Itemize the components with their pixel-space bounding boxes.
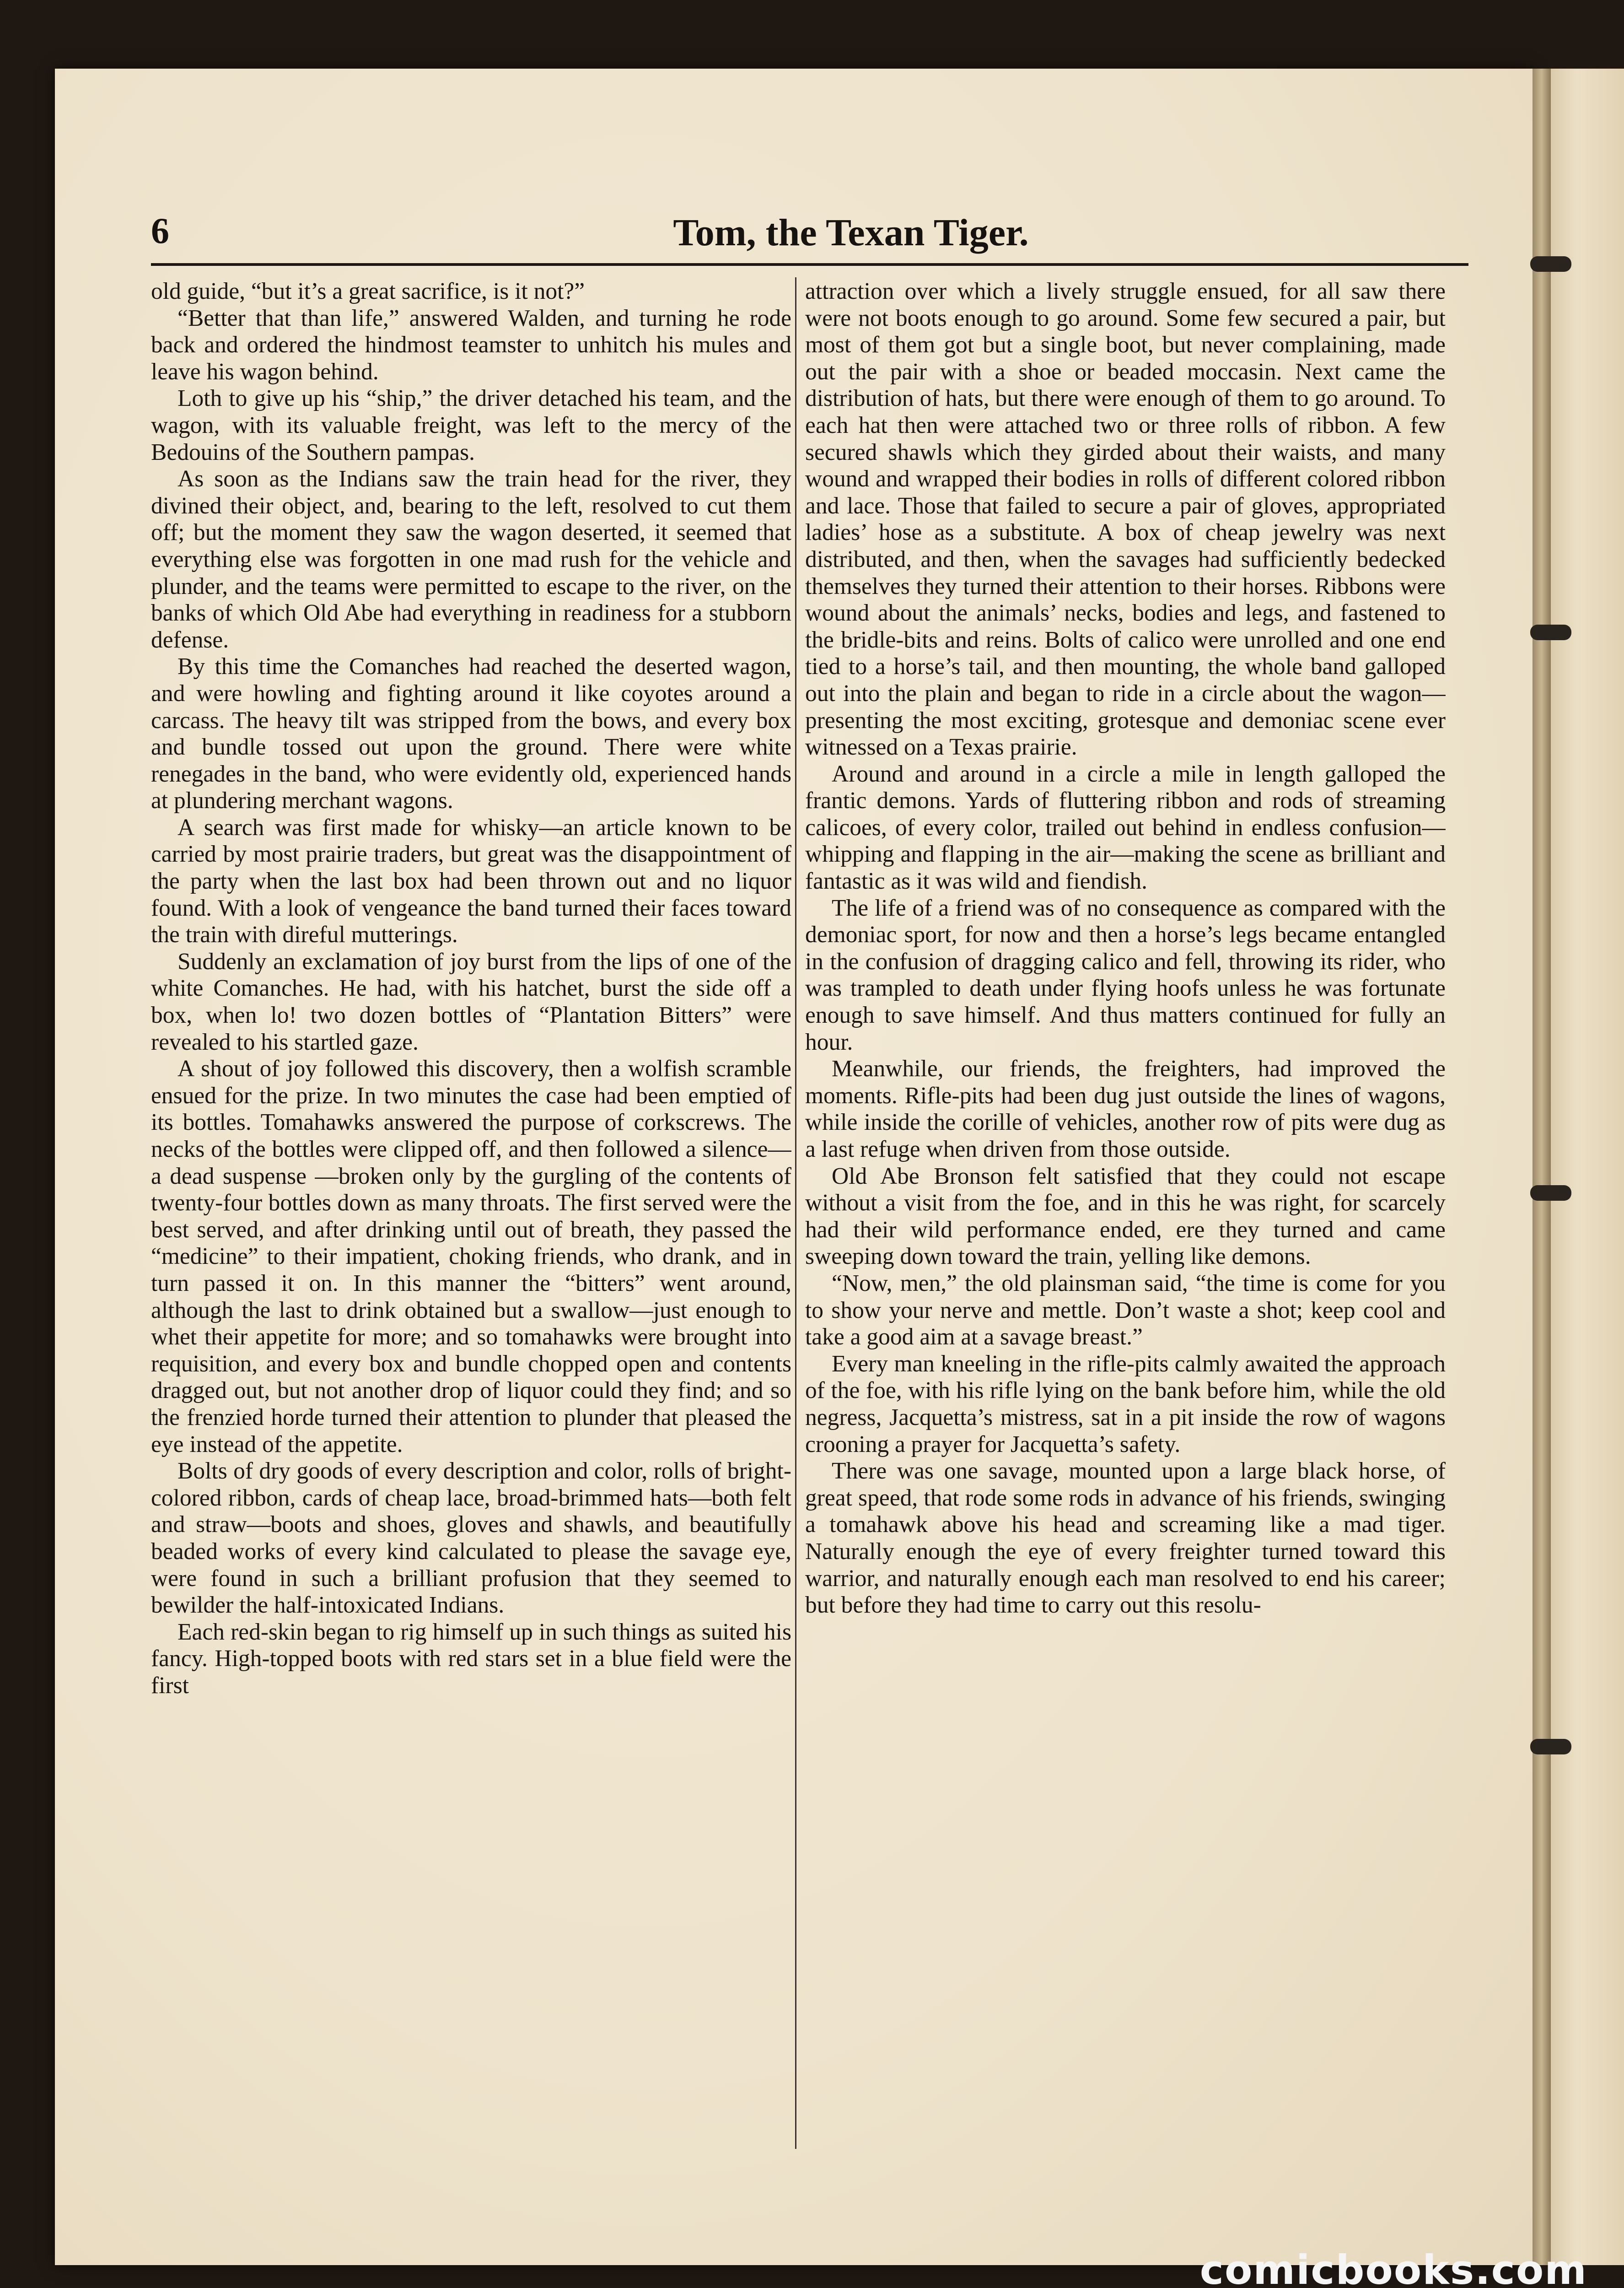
page-binding xyxy=(1533,69,1551,2265)
paragraph: “Now, men,” the old plainsman said, “the time is come for you to show your nerve and mettle. Don’t waste a shot; keep cool and take a good aim at a savage breast.” xyxy=(805,1270,1446,1350)
paragraph: Bolts of dry goods of every description and color, rolls of bright-colored ribbon, cards of cheap lace, broad-brimmed hats—both felt and straw—boots and shoes, gloves and shawls, and beautifully beaded works of every kind calculated to please the savage eye, were found in such a brilliant profusion that they seemed to bewilder the half-intoxicated Indians. xyxy=(151,1458,791,1619)
binding-staple xyxy=(1530,256,1571,272)
paragraph: A shout of joy followed this discovery, then a wolfish scramble ensued for the prize. In two minutes the case had been emptied of its bottles. Tomahawks answered the purpose of corkscrews. The necks of the bottles were clipped off, and then followed a silence—a dead suspense —broken only by the gurgling of the contents of twenty-four bottles down as many throats. The first served were the best served, and after drinking until out of breath, they passed the “medicine” to their impatient, choking friends, who drank, and in turn passed it on. In this manner the “bitters” went around, although the last to drink obtained but a swallow—just enough to whet their appetite for more; and so tomahawks were brought into requisition, and every box and bundle chopped open and contents dragged out, but not another drop of liquor could they find; and so the frenzied horde turned their attention to plunder that pleased the eye instead of the appetite. xyxy=(151,1056,791,1457)
binding-staple xyxy=(1530,625,1571,640)
paragraph: As soon as the Indians saw the train head for the river, they divined their object, and, bearing to the left, resolved to cut them off; but the moment they saw the wagon deserted, it seemed that everything else was forgotten in one mad rush for the vehicle and plunder, and the teams were permitted to escape to the river, on the banks of which Old Abe had everything in readiness for a stubborn defense. xyxy=(151,466,791,653)
binding-staple xyxy=(1530,1185,1571,1201)
running-title: Tom, the Texan Tiger. xyxy=(673,211,1029,254)
site-watermark: comicbooks.com xyxy=(1199,2246,1587,2288)
paragraph: There was one savage, mounted upon a large black horse, of great speed, that rode some rods in advance of his friends, swinging a tomahawk above his head and screaming like a mad tiger. Naturally enough the eye of every freighter turned toward this warrior, and naturally enough each man resolved to end his career; but before they had time to carry out this resolu- xyxy=(805,1458,1446,1619)
paragraph: Loth to give up his “ship,” the driver detached his team, and the wagon, with its valuable freight, was left to the mercy of the Bedouins of the Southern pampas. xyxy=(151,385,791,465)
paragraph: Old Abe Bronson felt satisfied that they could not escape without a visit from the foe, and in this he was right, for scarcely had their wild performance ended, ere they turned and came sweeping down toward the train, yelling like demons. xyxy=(805,1163,1446,1270)
paragraph: Every man kneeling in the rifle-pits calmly awaited the approach of the foe, with his rifle lying on the bank before him, while the old negress, Jacquetta’s mistress, sat in a pit inside the row of wagons crooning a prayer for Jacquetta’s safety. xyxy=(805,1350,1446,1457)
right-column xyxy=(805,278,1446,2150)
left-column xyxy=(151,278,791,2150)
paragraph: The life of a friend was of no consequence as compared with the demoniac sport, for now and then a horse’s legs became entangled in the confusion of dragging calico and fell, throwing its rider, who was trampled to death under flying hoofs unless he was fortunate enough to save himself. And thus matters continued for fully an hour. xyxy=(805,895,1446,1055)
paragraph: old guide, “but it’s a great sacrifice, is it not?” xyxy=(151,278,585,304)
page-header xyxy=(96,197,1468,270)
paragraph: Meanwhile, our friends, the freighters, had improved the moments. Rifle-pits had been dug just outside the lines of wagons, while inside the corille of vehicles, another row of pits were dug as a last refuge when driven from those outside. xyxy=(805,1056,1446,1162)
paragraph: Each red-skin began to rig himself up in such things as suited his fancy. High-topped boots with red stars set in a blue field were the first xyxy=(151,1619,791,1699)
paragraph: By this time the Comanches had reached the deserted wagon, and were howling and fighting around it like coyotes around a carcass. The heavy tilt was stripped from the bows, and every box and bundle tossed out upon the ground. There were white renegades in the band, who were evidently old, experienced hands at plundering merchant wagons. xyxy=(151,653,791,814)
paragraph: attraction over which a lively struggle ensued, for all saw there were not boots enough to go around. Some few secured a pair, but most of them got but a single boot, but never complaining, made out the pair with a shoe or beaded moccasin. Next came the distribution of hats, but there were enough of them to go around. To each hat then were attached two or three rolls of ribbon. A few secured shawls which they girded about their waists, and many wound and wrapped their bodies in rolls of different colored ribbon and lace. Those that failed to secure a pair of gloves, appropriated ladies’ hose as a substitute. A box of cheap jewelry was next distributed, and then, when the savages had sufficiently bedecked themselves they turned their attention to their horses. Ribbons were wound about the animals’ necks, bodies and legs, and fastened to the bridle-bits and reins. Bolts of calico were unrolled and one end tied to a horse’s tail, and then mounting, the whole band galloped out into the plain and began to ride in a circle about the wagon—presenting the most exciting, grotesque and demoniac scene ever witnessed on a Texas prairie. xyxy=(805,278,1446,761)
paragraph: “Better that than life,” answered Walden, and turning he rode back and ordered the hindmost teamster to unhitch his mules and leave his wagon behind. xyxy=(151,305,791,385)
binding-staple xyxy=(1530,1739,1571,1754)
paragraph: A search was first made for whisky—an article known to be carried by most prairie traders, but great was the disappointment of the party when the last box had been thrown out and no liquor found. With a look of vengeance the band turned their faces toward the train with direful mutterings. xyxy=(151,814,791,948)
paragraph: Around and around in a circle a mile in length galloped the frantic demons. Yards of fluttering ribbon and rods of streaming calicoes, of every color, trailed out behind in endless confusion—whipping and flapping in the air—making the scene as brilliant and fantastic as it was wild and fiendish. xyxy=(805,761,1446,895)
column-rule xyxy=(795,277,796,2149)
paragraph: Suddenly an exclamation of joy burst from the lips of one of the white Comanches. He had, with his hatchet, burst the side off a box, when lo! two dozen bottles of “Plantation Bitters” were revealed to his startled gaze. xyxy=(151,948,791,1055)
adjacent-page-edge xyxy=(1546,69,1624,2265)
page-number: 6 xyxy=(151,211,169,251)
header-rule xyxy=(151,263,1468,266)
